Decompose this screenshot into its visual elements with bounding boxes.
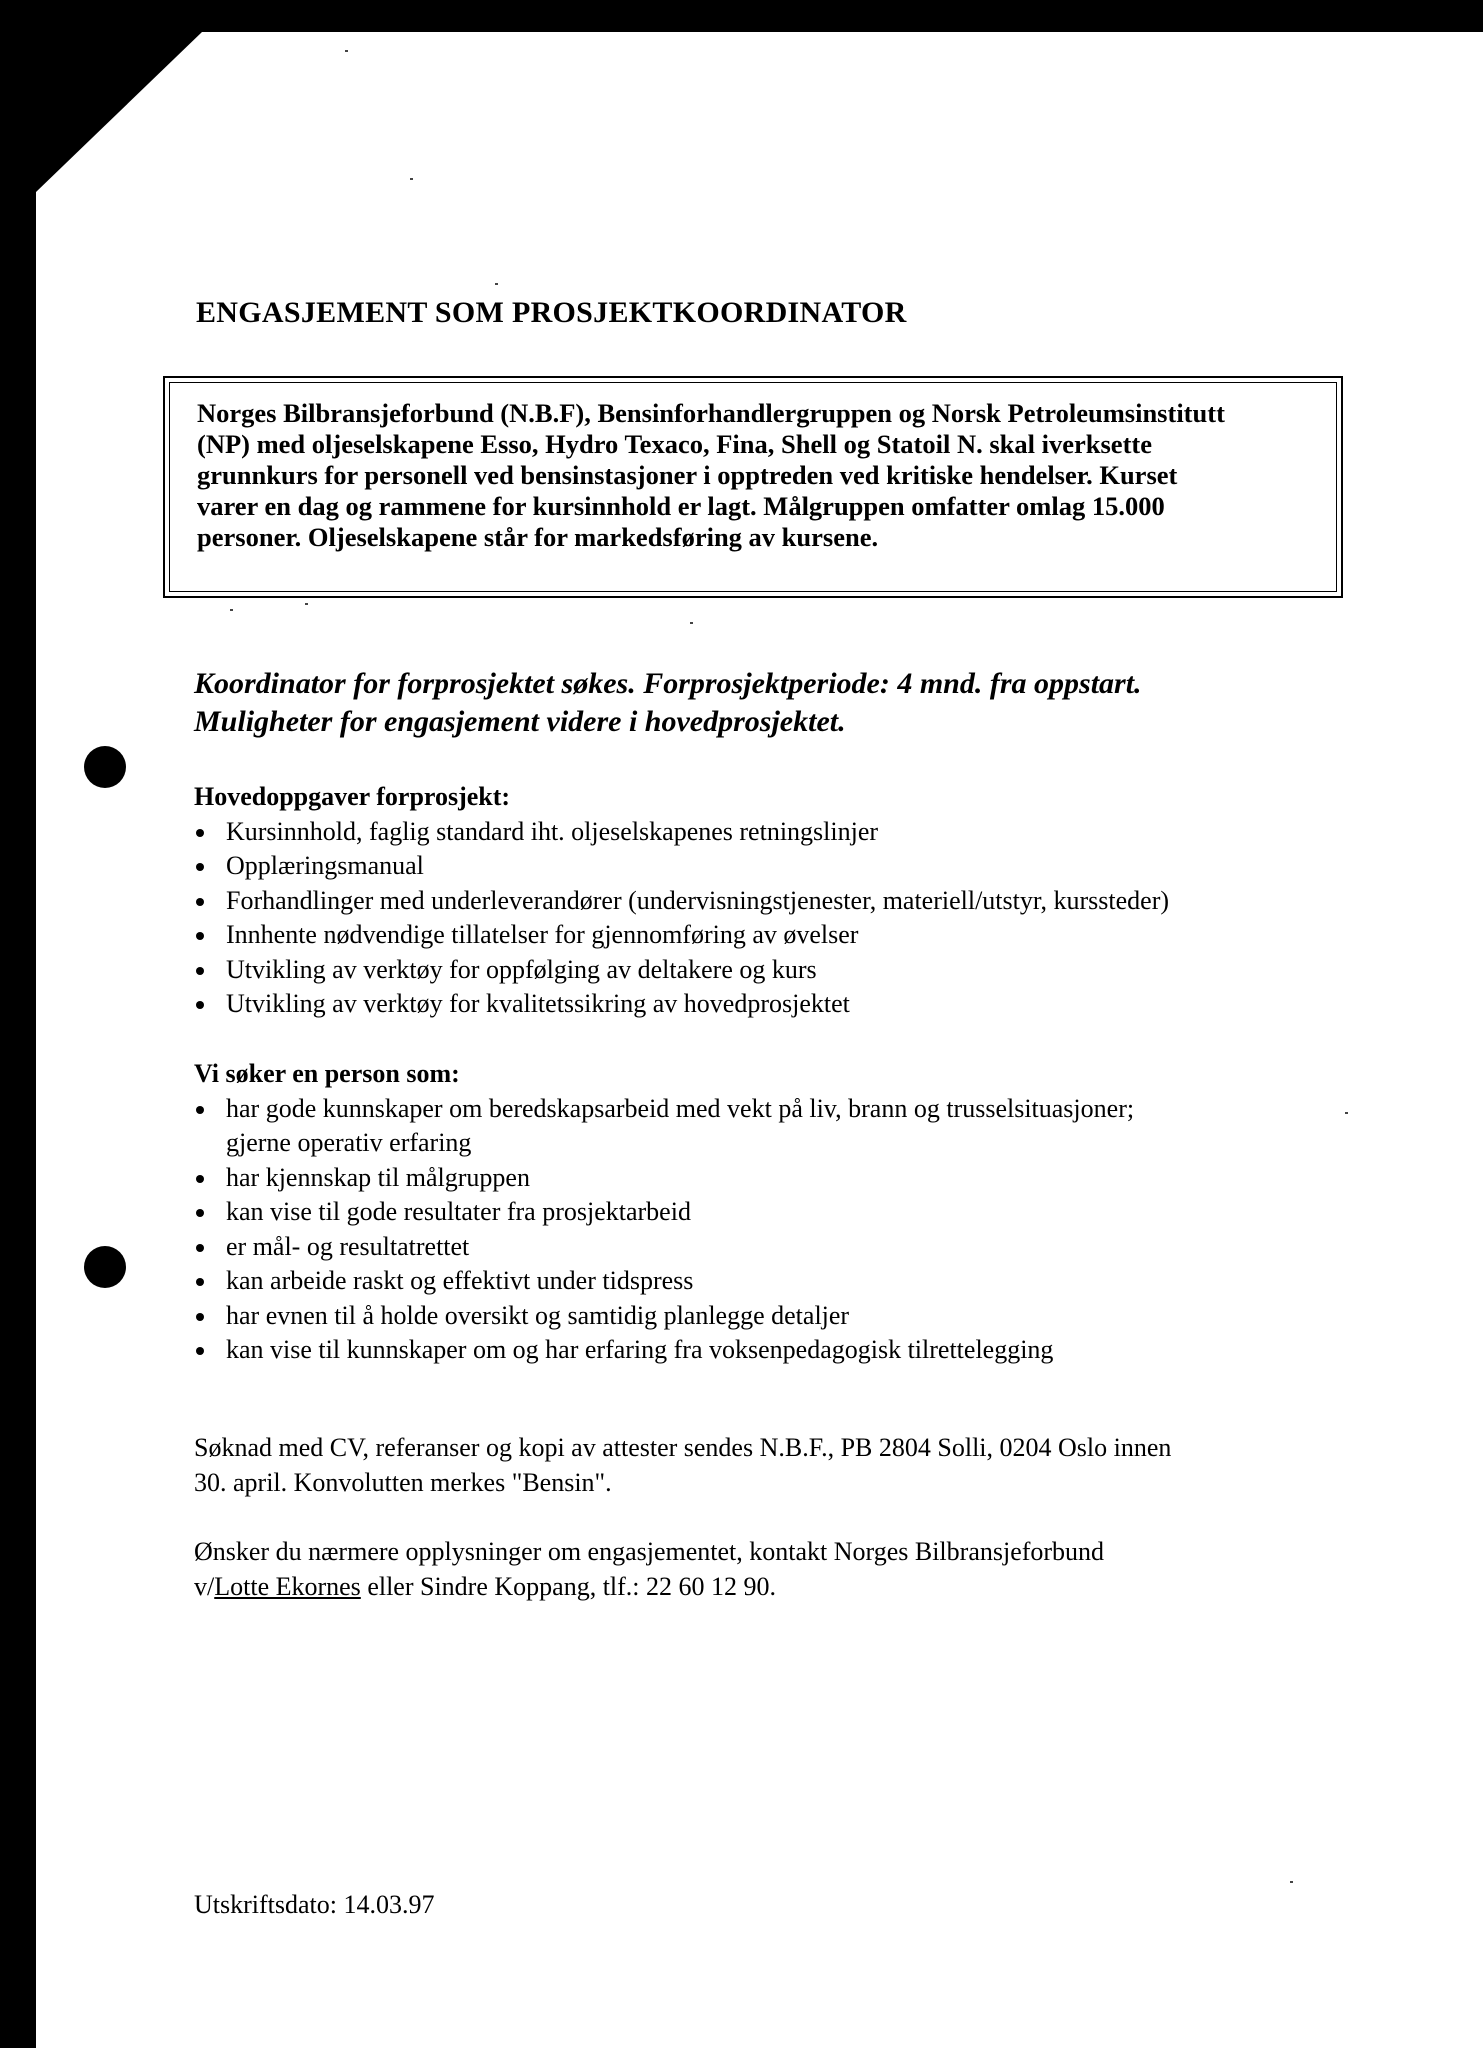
seeking-section [194,1057,1134,1368]
application-paragraph [194,1431,1171,1500]
intro-line: grunnkurs for personell ved bensinstasjoner i opptreden ved kritiske hendelser. Kurset [197,460,1178,490]
list-item [194,987,1169,1022]
list-item-text: kan vise til gode resultater fra prosjektarbeid [226,1197,691,1226]
bullet-icon [196,1001,204,1009]
contact-paragraph [194,1535,1104,1604]
list-item-text: kan vise til kunnskaper om og har erfaring fra voksenpedagogisk tilrettelegging [226,1335,1054,1364]
list-item [194,918,1169,953]
bullet-icon [196,898,204,906]
bullet-icon [196,863,204,871]
list-item [194,849,1169,884]
bullet-icon [196,1209,204,1217]
bullet-icon [196,1347,204,1355]
list-item [194,953,1169,988]
application-line: 30. april. Konvolutten merkes "Bensin". [194,1467,612,1497]
highlight-line: Muligheter for engasjement videre i hovedprosjektet. [194,705,846,738]
tasks-heading: Hovedoppgaver forprosjekt: [194,782,511,811]
intro-line: personer. Oljeselskapene står for markedsføring av kursene. [197,522,879,552]
document-title: ENGASJEMENT SOM PROSJEKTKOORDINATOR [196,296,907,329]
list-item-text: har gode kunnskaper om beredskapsarbeid med vekt på liv, brann og trusselsituasjoner; [226,1093,1135,1123]
list-item-text: har evnen til å holde oversikt og samtidig planlegge detaljer [226,1300,850,1330]
list-item-text: kan arbeide raskt og effektivt under tidspress [226,1266,694,1295]
position-highlight [194,665,1142,741]
list-item-text: Kursinnhold, faglig standard iht. oljeselskapenes retningslinjer [226,816,879,846]
bullet-icon [196,1278,204,1286]
list-item-text: Opplæringsmanual [226,851,424,880]
list-item-text: Forhandlinger med underleverandører (undervisningstjenester, materiell/utstyr, kurssteder) [226,885,1170,915]
contact-prefix: v/ [194,1571,215,1601]
contact-suffix: eller Sindre Koppang, tlf.: 22 60 12 90. [360,1571,777,1601]
list-item [194,815,1169,850]
seeking-list [194,1092,1134,1368]
contact-line: Ønsker du nærmere opplysninger om engasjementet, kontakt Norges Bilbransjeforbund [194,1537,1105,1566]
intro-line: Norges Bilbransjeforbund (N.B.F), Bensinforhandlergruppen og Norsk Petroleumsinstitutt [197,398,1225,428]
intro-box [163,376,1343,598]
list-item [194,1299,1134,1334]
intro-line: (NP) med oljeselskapene Esso, Hydro Texaco, Fina, Shell og Statoil N. skal iverksette [197,429,1152,459]
list-item [194,1161,1134,1196]
list-item-text: Innhente nødvendige tillatelser for gjennomføring av øvelser [226,920,859,949]
tasks-list [194,815,1169,1022]
list-item [194,1264,1134,1299]
contact-name: Lotte Ekornes [214,1571,361,1601]
bullet-icon [196,967,204,975]
list-item [194,884,1169,919]
tasks-section [194,780,1169,1022]
list-item-text: Utvikling av verktøy for kvalitetssikring av hovedprosjektet [226,989,850,1018]
list-item [194,1333,1134,1368]
intro-text [197,398,1317,553]
list-item [194,1230,1134,1265]
application-line: Søknad med CV, referanser og kopi av attester sendes N.B.F., PB 2804 Solli, 0204 Oslo innen [194,1433,1172,1462]
list-item-text: Utvikling av verktøy for oppfølging av deltakere og kurs [226,954,817,984]
bullet-icon [196,1313,204,1321]
list-item [194,1092,1134,1161]
seeking-heading: Vi søker en person som: [194,1059,460,1088]
bullet-icon [196,1244,204,1252]
contact-line-2 [194,1570,1104,1605]
bullet-icon [196,829,204,837]
bullet-icon [196,932,204,940]
list-item-continuation: gjerne operativ erfaring [226,1128,472,1157]
bullet-icon [196,1106,204,1114]
list-item-text: er mål- og resultatrettet [226,1231,470,1261]
highlight-line: Koordinator for forprosjektet søkes. Forprosjektperiode: 4 mnd. fra oppstart. [194,667,1142,700]
bullet-icon [196,1175,204,1183]
print-date: Utskriftsdato: 14.03.97 [194,1890,435,1919]
intro-line: varer en dag og rammene for kursinnhold er lagt. Målgruppen omfatter omlag 15.000 [197,491,1165,521]
list-item [194,1195,1134,1230]
list-item-text: har kjennskap til målgruppen [226,1162,530,1192]
